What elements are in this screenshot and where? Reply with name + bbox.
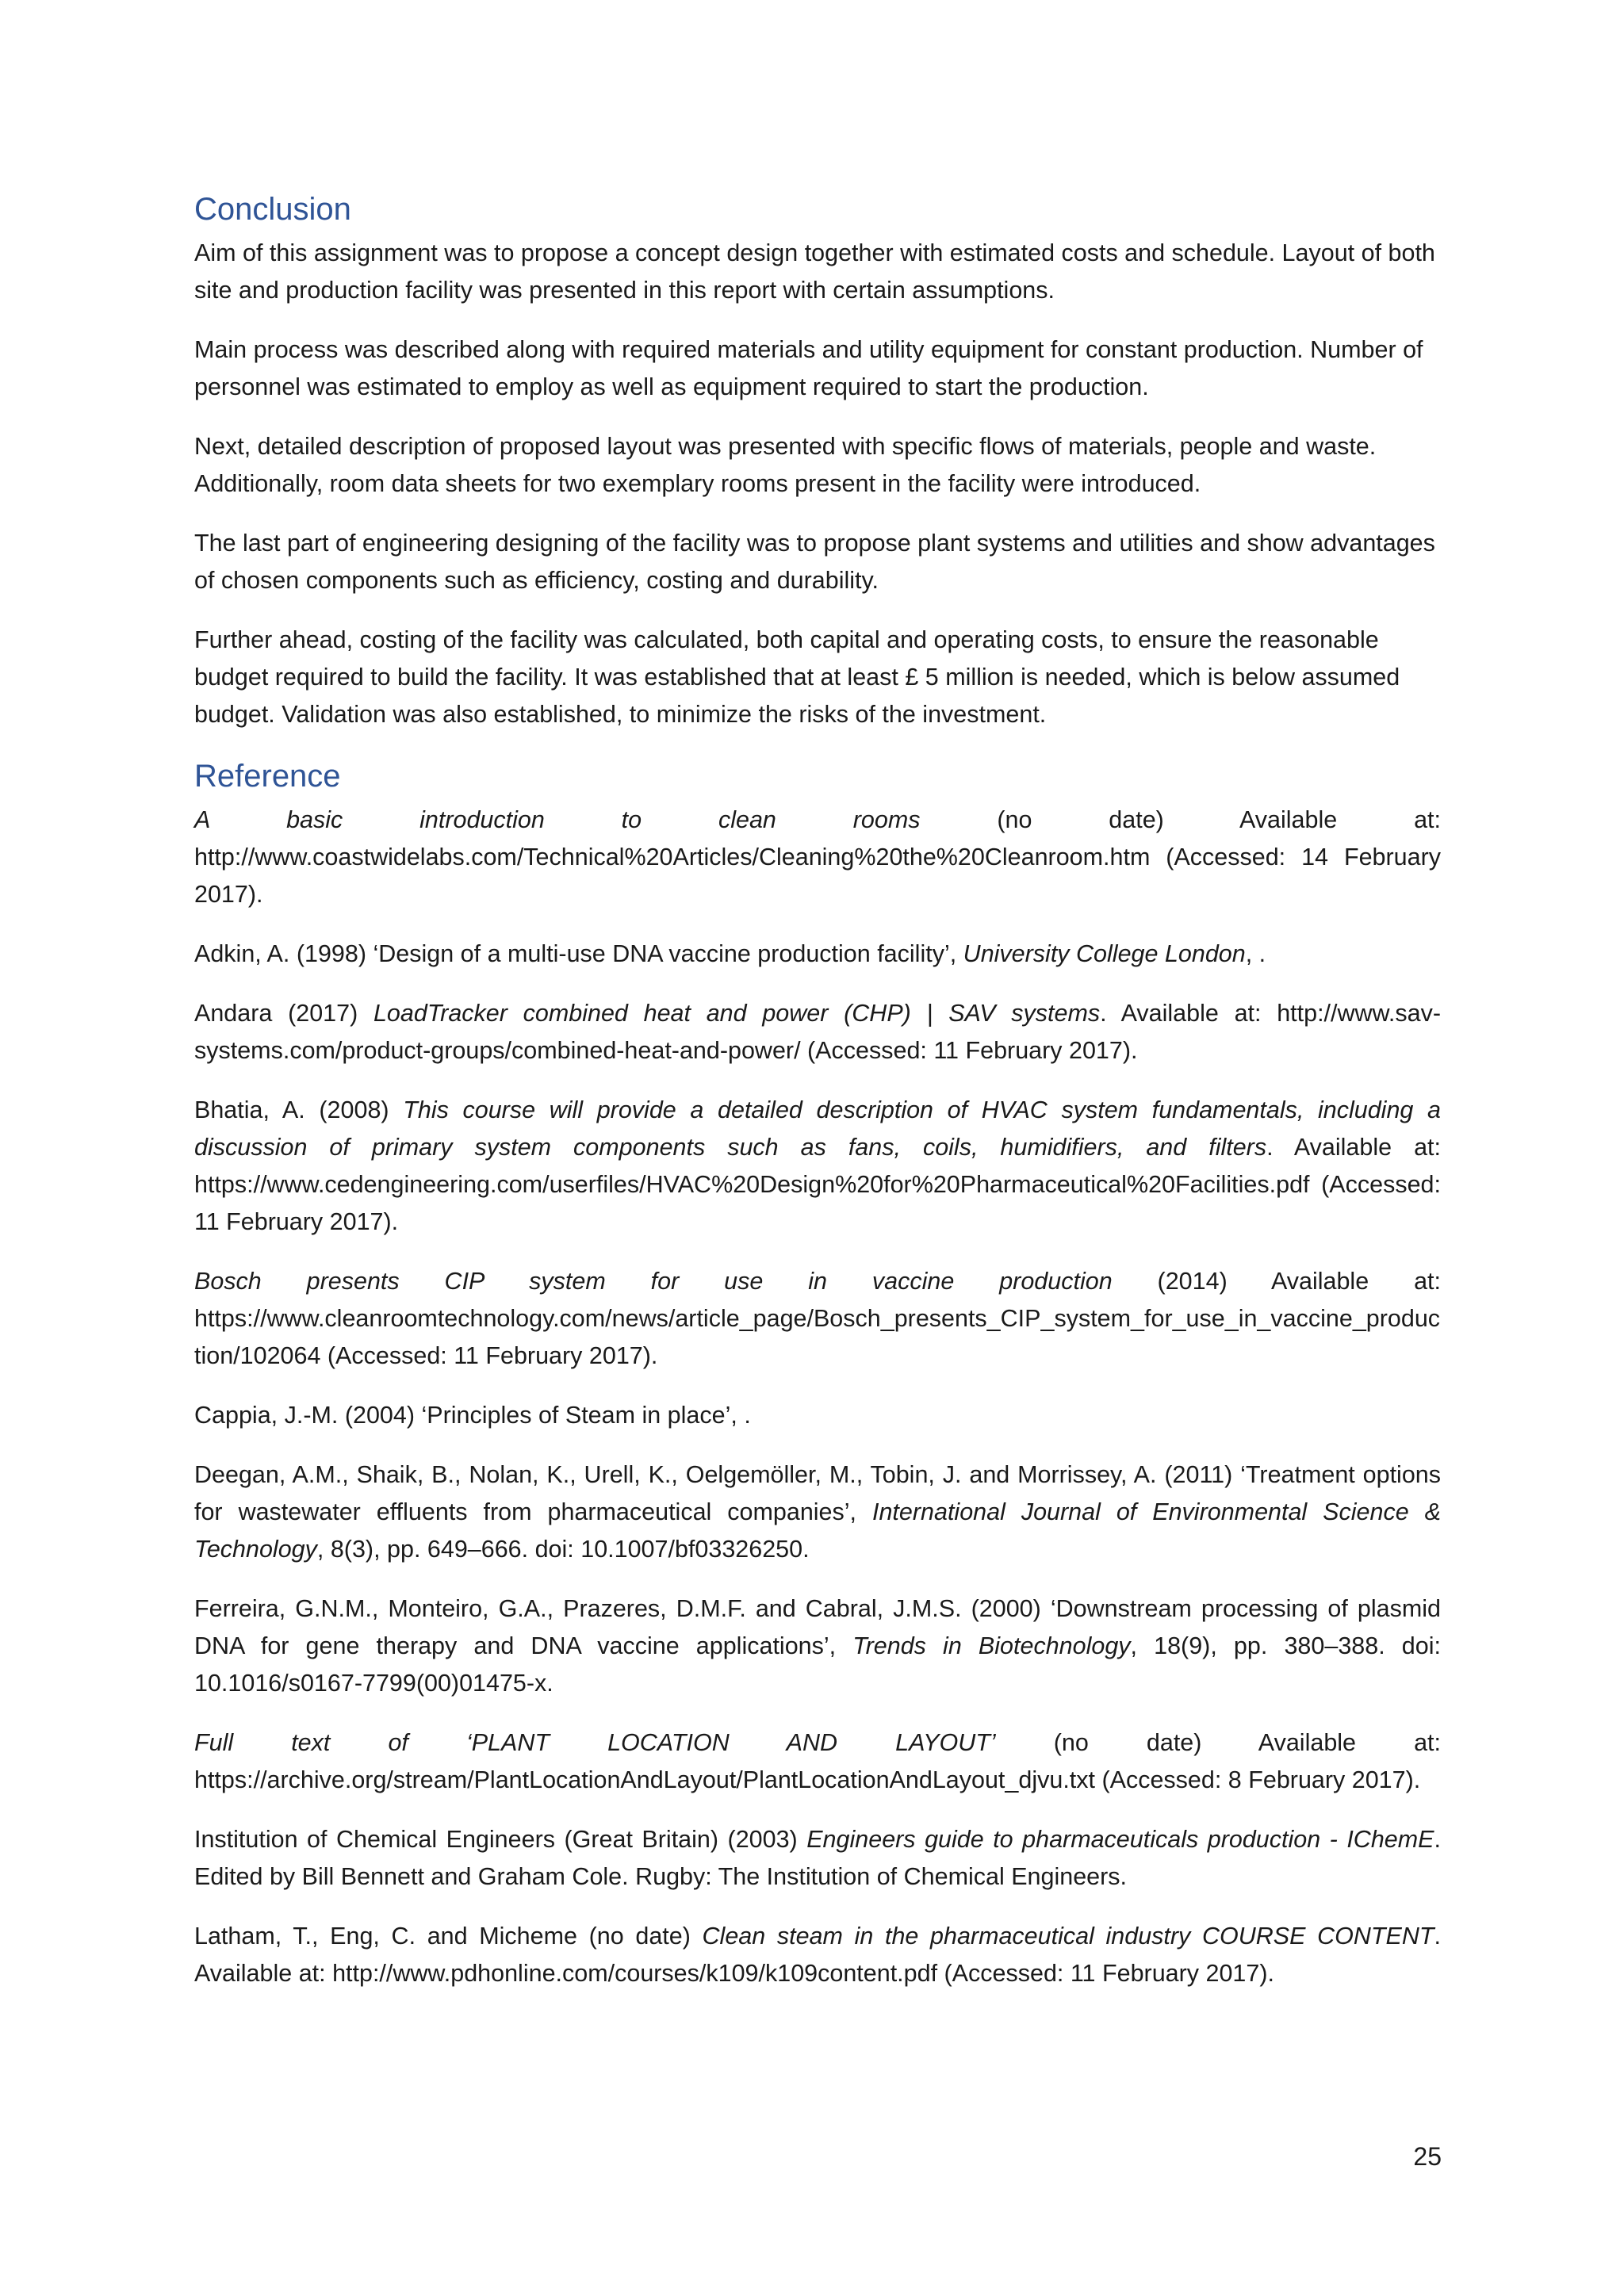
reference-entry [194,1456,1441,1568]
page-number: 25 [1413,2142,1442,2171]
reference-text: (no date) Available at: https://archive.org/stream/PlantLocationAndLayout/PlantLocationAndLayout_djvu.txt (Accessed: 8 February 2017). [194,1729,1442,1793]
reference-text: , 18(9), pp. 380–388. doi: 10.1016/s0167-7799(00)01475-x. [194,1632,1441,1697]
reference-entry [194,1397,1441,1434]
reference-text: . Available at: https://www.cedengineering.com/userfiles/HVAC%20Design%20for%20Pharmaceutical%20Facilities.pdf (Accessed: 11 February 2017). [194,1134,1441,1235]
reference-entry [194,1821,1441,1896]
reference-text: , 8(3), pp. 649–666. doi: 10.1007/bf03326250. [316,1536,810,1563]
reference-entry [194,1263,1441,1375]
reference-entry [194,995,1441,1070]
reference-text: Cappia, J.-M. (2004) ‘Principles of Steam in place’, . [194,1402,751,1429]
reference-title: LoadTracker combined heat and power (CHP) | SAV systems [373,1000,1101,1027]
reference-text: Latham, T., Eng, C. and Micheme (no date) [194,1923,703,1950]
reference-text: , . [1245,940,1266,967]
reference-text: Andara (2017) [194,1000,373,1027]
reference-title: Bosch presents CIP system for use in vaccine production [194,1268,1113,1295]
reference-entry [194,936,1441,973]
reference-text: Adkin, A. (1998) ‘Design of a multi-use DNA vaccine production facility’, [194,940,963,967]
reference-entry [194,1590,1441,1702]
reference-entry [194,802,1441,913]
reference-text: Ferreira, G.N.M., Monteiro, G.A., Prazeres, D.M.F. and Cabral, J.M.S. (2000) ‘Downstream processing of plasmid DNA for gene therapy and DNA vaccine applications’, [194,1595,1441,1659]
conclusion-heading: Conclusion [194,192,351,227]
reference-title: University College London [963,940,1246,967]
reference-text: . Edited by Bill Bennett and Graham Cole. Rugby: The Institution of Chemical Engineers. [194,1826,1441,1890]
reference-text: Institution of Chemical Engineers (Great Britain) (2003) [194,1826,807,1853]
reference-text: (no date) Available at: http://www.coastwidelabs.com/Technical%20Articles/Cleaning%20the%20Cleanroom.htm (Accessed: 14 February 2017). [194,806,1441,908]
reference-text: (2014) Available at: https://www.cleanroomtechnology.com/news/article_page/Bosch_presents_CIP_system_for_use_in_vaccine_production/102064 (Accessed: 11 February 2017). [194,1268,1441,1369]
page-content [194,189,1441,2015]
conclusion-paragraph: Aim of this assignment was to propose a concept design together with estimated costs and schedule. Layout of both site and production facility was presented in this report with certain assumptions. [194,239,1435,304]
reference-text: Deegan, A.M., Shaik, B., Nolan, K., Urell, K., Oelgemöller, M., Tobin, J. and Morrissey, A. (2011) ‘Treatment options for wastewater effluents from pharmaceutical companies’, [194,1461,1441,1525]
reference-title: International Journal of Environmental Science & Technology [194,1498,1441,1563]
reference-text: . Available at: http://www.sav-systems.com/product-groups/combined-heat-and-power/ (Accessed: 11 February 2017). [194,1000,1441,1064]
reference-title: Engineers guide to pharmaceuticals production - IChemE [806,1826,1434,1853]
reference-title: This course will provide a detailed description of HVAC system fundamentals, including a discussion of primary system components such as fans, coils, humidifiers, and filters [194,1096,1441,1161]
reference-text: Bhatia, A. (2008) [194,1096,404,1123]
reference-heading: Reference [194,759,341,794]
reference-entry [194,1918,1441,1992]
reference-title: A basic introduction to clean rooms [194,806,921,833]
conclusion-paragraph: Main process was described along with required materials and utility equipment for constant production. Number of personnel was estimated to employ as well as equipment required to start the production. [194,336,1423,400]
reference-entry [194,1724,1441,1799]
reference-entry [194,1092,1441,1241]
conclusion-paragraph: The last part of engineering designing of the facility was to propose plant systems and utilities and show advantages of chosen components such as efficiency, costing and durability. [194,530,1435,594]
reference-title: Trends in Biotechnology [852,1632,1131,1659]
conclusion-paragraph: Further ahead, costing of the facility was calculated, both capital and operating costs, to ensure the reasonable budget required to build the facility. It was established that at least £ 5 million is needed, which is below assumed budget. Validation was also established, to minimize the risks of the investment. [194,626,1400,728]
reference-title: Full text of ‘PLANT LOCATION AND LAYOUT’ [194,1729,996,1756]
reference-title: Clean steam in the pharmaceutical industry COURSE CONTENT [702,1923,1434,1950]
conclusion-paragraph: Next, detailed description of proposed layout was presented with specific flows of materials, people and waste. Additionally, room data sheets for two exemplary rooms present in the facility were introduced. [194,433,1377,497]
reference-text: . Available at: http://www.pdhonline.com/courses/k109/k109content.pdf (Accessed: 11 February 2017). [194,1923,1441,1987]
